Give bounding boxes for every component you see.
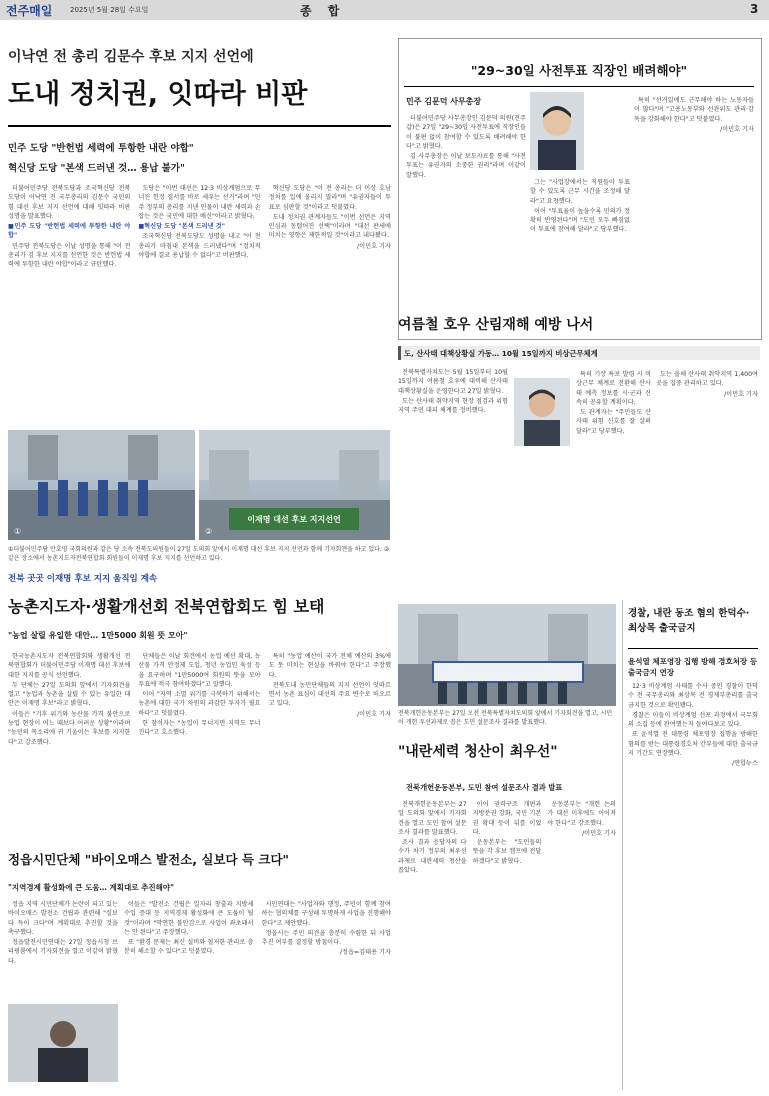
story5-col2 [473, 800, 542, 1090]
byline: /이민호 기자 [357, 710, 391, 718]
rally-photo-1-graphic [8, 430, 195, 540]
story1-sub1: 민주 도당 "반헌법 세력에 투항한 내란 야합" [8, 143, 194, 154]
rally-photo-2 [199, 430, 390, 540]
interview-name: 민주 김문덕 사무총장 [406, 97, 482, 106]
story5-body [398, 800, 616, 1090]
protest-graphic [398, 604, 616, 706]
story3-col3 [262, 900, 392, 1088]
paragraph: 민주당 전북도당은 이날 성명을 통해 "이 전 총리가 김 후보 지지를 선언한 것은 반헌법 세력에 투항한 내란 야합"이라고 규탄했다. [8, 242, 131, 269]
page-number: 3 [750, 2, 759, 16]
story1-col1 [8, 184, 130, 374]
speaker-photo-graphic [8, 1004, 118, 1082]
paragraph: 한 참석자는 "농업이 무너지면 지역도 무너진다"고 호소했다. [138, 720, 261, 737]
story5-col1 [398, 800, 467, 1090]
interview-col1 [406, 114, 526, 324]
story1-body [8, 184, 391, 374]
section-title: 종 합 [300, 4, 346, 18]
svg-text:①: ① [14, 527, 22, 536]
paragraph: 또 윤석열 전 대통령 체포영장 집행을 방해한 혐의를 받는 대통령경호처 간부들에 대한 출국금지 기간도 연장했다. [628, 731, 758, 758]
paragraph: 특히 "농업 예산이 국가 전체 예산의 3%에도 못 미치는 현실을 바꿔야 한다"고 주장했다. [268, 653, 391, 679]
story5-headline: "내란세력 청산이 최우선" [398, 744, 558, 760]
story2-col3 [269, 652, 391, 828]
story3-col1 [8, 900, 118, 1090]
story1-kicker: 이낙연 전 총리 김문수 후보 지지 선언에 [8, 49, 254, 65]
rally-banner: 이재명 대선 후보 지지선언 [247, 515, 341, 524]
story5-sub: 전북개헌운동본부, 도민 참여 설문조사 결과 발표 [406, 783, 563, 792]
story4-col2-text [576, 370, 651, 437]
interview-col2-text [530, 178, 630, 236]
interview-headline: "29~30일 사전투표 직장인 배려해야" [470, 63, 688, 78]
interview-col3 [634, 96, 754, 326]
divider [628, 648, 758, 649]
paragraph: 정읍발전시민연대는 27일 정읍시청 브리핑룸에서 기자회견을 열고 이같이 밝혔다. [8, 939, 118, 965]
paragraph: 특히 기상 특보 발령 시 비상근무 체계로 전환해 산사태 예측 정보를 시·군과 신속히 공유할 계획이다. [576, 371, 651, 406]
protest-caption: 전북개헌운동본부는 27일 오전 전북특별자치도의회 앞에서 기자회견을 열고, 시민이 개헌 우선과제로 꼽은 도민 설문조사 결과를 발표했다. [398, 710, 613, 726]
paragraph: 전북도내 농민단체들의 지지 선언이 잇따르면서 농촌 표심이 대선의 주요 변수로 떠오르고 있다. [268, 681, 391, 708]
portrait-photo [530, 92, 584, 170]
official-photo [514, 378, 570, 446]
paragraph: 더불어민주당 전북도당과 조국혁신당 전북도당이 이낙연 전 국무총리의 김문수 국민의힘 대선 후보 지지 선언에 대해 잇따라 비판 성명을 발표했다. [8, 185, 131, 220]
story3-body [124, 900, 391, 1088]
byline: /이민호 기자 [582, 829, 617, 837]
story1-sub2: 혁신당 도당 "본색 드러낸 것… 용납 불가" [8, 163, 185, 174]
story4-col3-text [656, 370, 758, 400]
paragraph: 이들은 "기후 위기와 농산물 가격 불안으로 농업 현장이 어느 때보다 어려운 상황"이라며 "농민의 목소리에 귀 기울이는 후보를 지지한다"고 강조했다. [8, 710, 131, 746]
interview-col1-text [406, 114, 526, 181]
story6-headline: 경찰, 내란 동조 혐의 한덕수·최상목 출국금지 [628, 608, 750, 634]
paragraph: 이어 권력구조 개편과 지방분권 강화, 국민 기본권 확대 등이 뒤를 이었다. [472, 801, 542, 836]
paragraph: 운동본부는 "개헌 논의가 대선 이후에도 이어져야 한다"고 강조했다. [547, 801, 617, 827]
paragraph: 특히 "선거일에도 근무해야 하는 노동자들이 많다"며 "고용노동부와 선관위도 관리·감독을 강화해야 한다"고 덧붙였다. [634, 97, 754, 123]
paragraph: 단체들은 이날 회견에서 농업 예산 확대, 농산물 가격 안정제 도입, 청년 농업인 육성 등을 요구하며 "1만5000여 회원의 뜻을 모아 투표에 적극 참여하겠다"고 말했다. [138, 653, 261, 688]
story3-photo [8, 1004, 118, 1082]
paragraph: 시민연대는 "사업자와 행정, 주민이 함께 참여하는 협의체를 구성해 투명하게 사업을 진행해야 한다"고 제안했다. [261, 901, 391, 927]
issue-date: 2025년 5월 28일 수요일 [70, 6, 149, 14]
paragraph: 도는 올해 산사태 취약지역 1,400여 곳을 집중 관리하고 있다. [656, 371, 758, 388]
story6-sub: 윤석열 체포영장 집행 방해 경호처장 등 출국금지 연장 [628, 657, 757, 677]
paragraph: 더불어민주당 사무총장인 김문덕 의원(전주갑)은 27일 "29~30일 사전투표에 직장인들이 불편 없이 참여할 수 있도록 배려해야 한다"고 밝혔다. [406, 115, 526, 150]
interview-col2 [530, 178, 630, 328]
paragraph: 도는 산사태 취약지역 현장 점검과 위험 지역 주민 대피 체계를 정비했다. [398, 397, 508, 415]
paragraph: 조국혁신당 전북도당도 성명을 내고 "이 전 총리가 마침내 본색을 드러냈다"며 "정치적 야합에 결코 용납할 수 없다"고 비판했다. [138, 233, 261, 260]
protest-photo [398, 604, 616, 706]
paragraph: 이어 "지역 소멸 위기를 극복하기 위해서는 농촌에 대한 국가 차원의 과감한 투자가 필요하다"고 덧붙였다. [138, 691, 261, 717]
story4-headline: 여름철 호우 산림재해 예방 나서 [398, 317, 594, 333]
official-graphic [514, 378, 570, 446]
story4-col1 [398, 368, 508, 590]
rally-photo-1 [8, 430, 195, 540]
paragraph: 운동본부는 "도민들의 뜻을 각 후보 캠프에 전달하겠다"고 밝혔다. [472, 839, 542, 865]
paragraph: 전북개헌운동본부는 27일 도의회 앞에서 기자회견을 열고 도민 참여 설문조사 결과를 발표했다. [398, 801, 467, 836]
story1-col2 [138, 184, 260, 374]
paragraph: 경찰은 이들이 비상계엄 선포 과정에서 국무회의 소집 등에 관여했는지 들여다보고 있다. [628, 711, 758, 729]
paragraph: 도당은 "이번 대선은 12·3 비상계엄으로 무너진 헌정 질서를 바로 세우는 선거"라며 "민주 정부의 총리를 지낸 인물이 내란 세력과 손잡는 것은 국민에 대한 배신"이라고 밝혔다. [138, 185, 261, 220]
byline: /이민호 기자 [724, 390, 758, 398]
paragraph: 정읍시는 주민 의견을 충분히 수렴한 뒤 사업 추진 여부를 결정할 방침이다. [261, 929, 391, 947]
story2-body [8, 652, 391, 828]
paragraph: 조사 결과 응답자의 다수가 차기 정부의 최우선 과제로 내란세력 청산을 꼽았다. [398, 839, 467, 875]
paragraph: 또 "환경 문제는 최신 설비와 철저한 관리로 충분히 해소할 수 있다"고 덧붙였다. [124, 939, 254, 956]
story3-col1-text [8, 900, 118, 1000]
paragraph: 도내 정치권 관계자들도 "이번 선언은 지역 민심과 동떨어진 선택"이라며 "대선 판세에 미치는 영향은 제한적일 것"이라고 내다봤다. [268, 213, 391, 240]
story3-headline: 정읍시민단체 "바이오매스 발전소, 실보다 득 크다" [8, 852, 290, 867]
interview-col3-text [634, 96, 754, 135]
paragraph: 전북특별자치도는 5월 15일부터 10월 15일까지 여름철 호우에 대비해 산사태 대책상황실을 운영한다고 27일 밝혔다. [398, 369, 508, 395]
story5-col3 [547, 800, 616, 1090]
story4-col2 [576, 370, 651, 590]
byline: /정읍=김태용 기자 [339, 949, 391, 957]
paragraph: 이들은 "발전소 건립은 일자리 창출과 지방세 수입 증대 등 지역경제 활성화에 큰 도움이 될 것"이라며 "막연한 불안감으로 사업이 좌초돼서는 안 된다"고 주장했다. [124, 901, 254, 936]
paragraph: ■혁신당 도당 "본색 드러낸 것" [138, 223, 225, 231]
story4-col1-text [398, 368, 508, 416]
byline: /이민호 기자 [357, 242, 391, 250]
story4-sub: 도, 산사태 대책상황실 가동… 10월 15일까지 비상근무체계 [404, 349, 598, 358]
photo-tagline: 전북 곳곳 이재명 후보 지지 움직임 계속 [8, 574, 158, 584]
column-divider [622, 600, 623, 1090]
svg-text:②: ② [205, 527, 213, 536]
paragraph: 정읍 지역 시민단체가 논란이 되고 있는 바이오매스 발전소 건립과 관련해 "실보다 득이 크다"며 계획대로 추진할 것을 촉구했다. [8, 901, 118, 936]
paragraph: ■민주 도당 "반헌법 세력에 투항한 내란 야합" [8, 223, 131, 240]
story1-headline: 도내 정치권, 잇따라 비판 [8, 79, 308, 110]
story2-headline: 농촌지도자·생활개선회 전북연합회도 힘 보태 [8, 597, 325, 616]
story4-col3 [656, 370, 758, 590]
story3-col2 [124, 900, 254, 1088]
story2-sub: "농업 살릴 유일한 대안… 1만5000 회원 뜻 모아" [8, 631, 188, 640]
paragraph: 혁신당 도당은 "이 전 총리는 더 이상 호남 정치를 입에 올리지 말라"며 "유권자들이 투표로 심판할 것"이라고 덧붙였다. [268, 185, 391, 211]
paragraph: 12·3 비상계엄 사태를 수사 중인 경찰이 한덕수 전 국무총리와 최상목 전 경제부총리를 출국금지한 것으로 확인됐다. [628, 683, 758, 709]
paragraph: 도 관계자는 "주민들도 산사태 위험 신호를 잘 살펴 달라"고 당부했다. [576, 409, 651, 435]
byline: /이민호 기자 [720, 125, 754, 133]
paragraph: 한국농촌지도자 전북연합회와 생활개선 전북연합회가 더불어민주당 이재명 대선 후보에 대한 지지를 공식 선언했다. [8, 653, 131, 679]
story6-col [628, 682, 758, 770]
paragraph: 그는 "사업장에서는 직원들이 투표할 수 있도록 근무 시간을 조정해 달라"고 요청했다. [530, 179, 630, 205]
divider [8, 125, 391, 127]
portrait-graphic [530, 92, 584, 170]
paragraph: 두 단체는 27일 도의회 앞에서 기자회견을 열고 "농업과 농촌을 살릴 수 있는 유일한 대안은 이재명 후보"라고 밝혔다. [8, 681, 131, 708]
paper-logo: 전주매일 [6, 4, 53, 18]
paragraph: 김 사무총장은 이날 보도자료를 통해 "사전투표는 유권자의 소중한 권리"라며 이같이 말했다. [406, 153, 526, 179]
paragraph: 이어 "투표율이 높을수록 민의가 정확히 반영된다"며 "도민 모두 빠짐없이 투표에 참여해 달라"고 당부했다. [530, 207, 630, 234]
photo-caption: ①더불어민주당 안호영 국회의원과 같은 당 소속 전북도의원들이 27일 도의회 앞에서 이재명 대선 후보 지지 선언과 함께 기자회견을 하고 있다. ②같은 장소에서 농촌지도자전북연합회 회원들이 이재명 후보 지지를 선언하고 있다. [8, 546, 390, 562]
story1-col3 [269, 184, 391, 374]
story3-sub: "지역경제 활성화에 큰 도움… 계획대로 추진해야" [8, 883, 175, 892]
byline: /연합뉴스 [732, 760, 758, 768]
story2-col2 [138, 652, 260, 828]
divider [404, 86, 754, 87]
story2-col1 [8, 652, 130, 828]
story6-body [628, 682, 758, 1090]
